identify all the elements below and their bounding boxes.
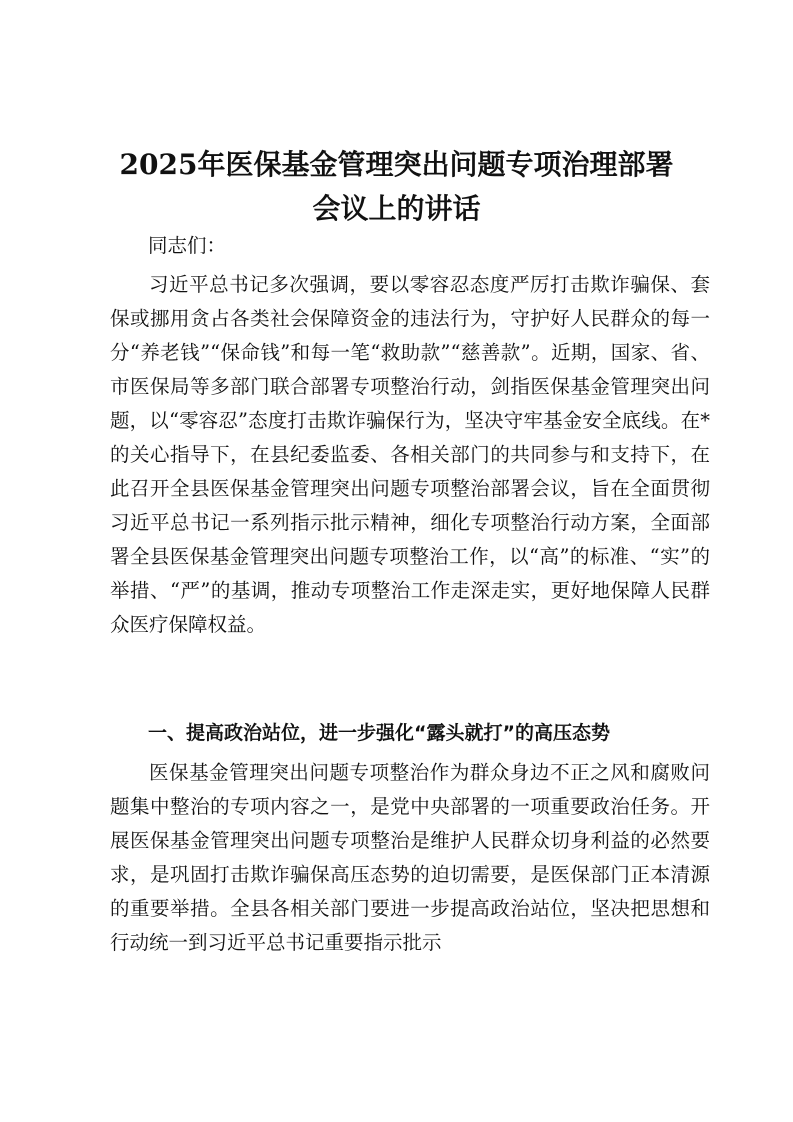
paragraph-section-1-text: 医保基金管理突出问题专项整治作为群众身边不正之风和腐败问题集中整治的专项内容之一，是党中央部署的一项重要政治任务。开展医保基金管理突出问题专项整治是维护人民群众切身利益的必然要求，是巩固打击欺诈骗保高压态势的迫切需要，是医保部门正本清源的重要举措。全县各相关部门要进一步提高政治站位，坚决把思想和行动统一到习近平总书记重要指示批示 [110,761,710,954]
document-title-line-1: 2025年医保基金管理突出问题专项治理部署 [119,148,674,181]
document-title-line-2: 会议上的讲话 [312,192,481,225]
salutation: 同志们： [148,234,227,257]
paragraph-section-1 [110,756,710,960]
paragraph-intro-text: 习近平总书记多次强调，要以零容忍态度严厉打击欺诈骗保、套保或挪用贪占各类社会保障资金的违法行为，守护好人民群众的每一分“养老钱”“保命钱”和每一笔“救助款”“慈善款”。近期，国家、省、市医保局等多部门联合部署专项整治行动，剑指医保基金管理突出问题，以“零容忍”态度打击欺诈骗保行为，坚决守牢基金安全底线。在*的关心指导下，在县纪委监委、各相关部门的共同参与和支持下，在此召开全县医保基金管理突出问题专项整治部署会议，旨在全面贯彻习近平总书记一系列指示批示精神，细化专项整治行动方案，全面部署全县医保基金管理突出问题专项整治工作，以“高”的标准、“实”的举措、“严”的基调，推动专项整治工作走深走实，更好地保障人民群众医疗保障权益。 [110,273,710,636]
paragraph-intro [110,268,710,642]
section-heading-1: 一、提高政治站位，进一步强化“露头就打”的高压态势 [148,722,610,744]
